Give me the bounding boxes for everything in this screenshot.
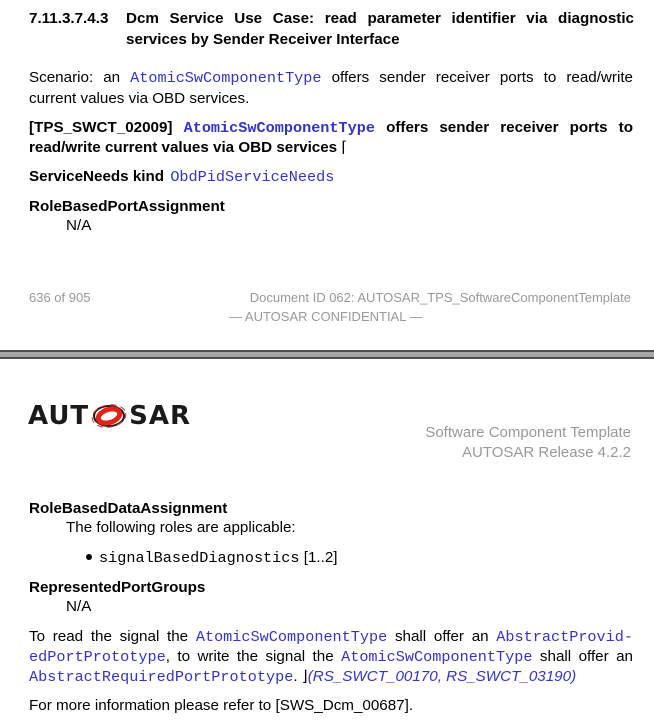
code-ref-abstractprovidedportprototype[interactable]: edPortPrototype: [29, 648, 166, 666]
role-based-port-assignment-value: N/A: [66, 217, 92, 234]
code-ref-abstractprovidedportprototype[interactable]: AbstractProvid-: [496, 628, 634, 646]
service-needs-value[interactable]: ObdPidServiceNeeds: [170, 168, 335, 186]
role-based-port-assignment-label: RoleBasedPortAssignment: [29, 198, 225, 215]
represented-port-groups-label: RepresentedPortGroups: [29, 579, 206, 596]
service-needs-label: ServiceNeeds kind: [29, 168, 165, 185]
requirement-line1: [TPS_SWCT_02009] AtomicSwComponentType offers sender receiver ports to: [29, 119, 633, 137]
role-multiplicity: [1..2]: [303, 549, 338, 566]
service-needs-row: [29, 166, 334, 188]
code-ref-atomicswcomponenttype[interactable]: AtomicSwComponentType: [130, 69, 322, 87]
section-heading: [29, 9, 633, 29]
role-list-item: [86, 547, 338, 569]
represented-port-groups-value: N/A: [66, 598, 92, 615]
paragraph-line3: AbstractRequiredPortPrototype. ⌋(RS_SWCT_00170, RS_SWCT_03190): [29, 668, 577, 686]
requirement-id: [TPS_SWCT_02009]: [29, 119, 173, 136]
more-info-text: For more information please refer to [SWS_Dcm_00687].: [29, 697, 414, 714]
paragraph-line1: To read the signal the AtomicSwComponentType shall offer an AbstractProvid-: [29, 628, 634, 646]
scenario-line2: current values via OBD services.: [29, 90, 250, 107]
page-separator: [0, 350, 654, 359]
code-ref-atomicswcomponenttype[interactable]: AtomicSwComponentType: [195, 628, 388, 646]
confidential-notice: — AUTOSAR CONFIDENTIAL —: [229, 309, 423, 324]
header-release: AUTOSAR Release 4.2.2: [462, 444, 631, 461]
section-number: 7.11.3.7.4.3: [29, 10, 109, 27]
code-ref-atomicswcomponenttype[interactable]: AtomicSwComponentType: [183, 119, 375, 137]
bullet-icon: [86, 554, 92, 560]
roles-intro: The following roles are applicable:: [66, 519, 296, 536]
role-name: signalBasedDiagnostics: [99, 549, 300, 567]
section-title-line1: Dcm Service Use Case: read parameter identifier via diagnostic: [126, 10, 634, 27]
header-doc-title: Software Component Template: [425, 424, 631, 441]
requirement-line2: read/write current values via OBD services ⌈: [29, 139, 348, 156]
scenario-line1: Scenario: an AtomicSwComponentType offers sender receiver ports to read/write: [29, 69, 633, 87]
autosar-logo-o-icon: [90, 401, 128, 431]
section-title-line2: services by Sender Receiver Interface: [126, 31, 400, 48]
autosar-logo: AUT SAR: [28, 401, 192, 431]
code-ref-atomicswcomponenttype[interactable]: AtomicSwComponentType: [341, 648, 533, 666]
close-bracket-icon: ⌋: [301, 668, 308, 685]
role-based-data-assignment-label: RoleBasedDataAssignment: [29, 500, 228, 517]
paragraph-line2: edPortPrototype, to write the signal the AtomicSwComponentType shall offer an: [29, 648, 633, 666]
requirement-trace-refs[interactable]: (RS_SWCT_00170, RS_SWCT_03190): [307, 668, 577, 685]
document-id: Document ID 062: AUTOSAR_TPS_SoftwareComponentTemplate: [249, 290, 631, 305]
page-number: 636 of 905: [29, 290, 91, 305]
open-bracket-icon: ⌈: [341, 139, 348, 156]
code-ref-abstractrequiredportprototype[interactable]: AbstractRequiredPortPrototype: [29, 668, 294, 686]
